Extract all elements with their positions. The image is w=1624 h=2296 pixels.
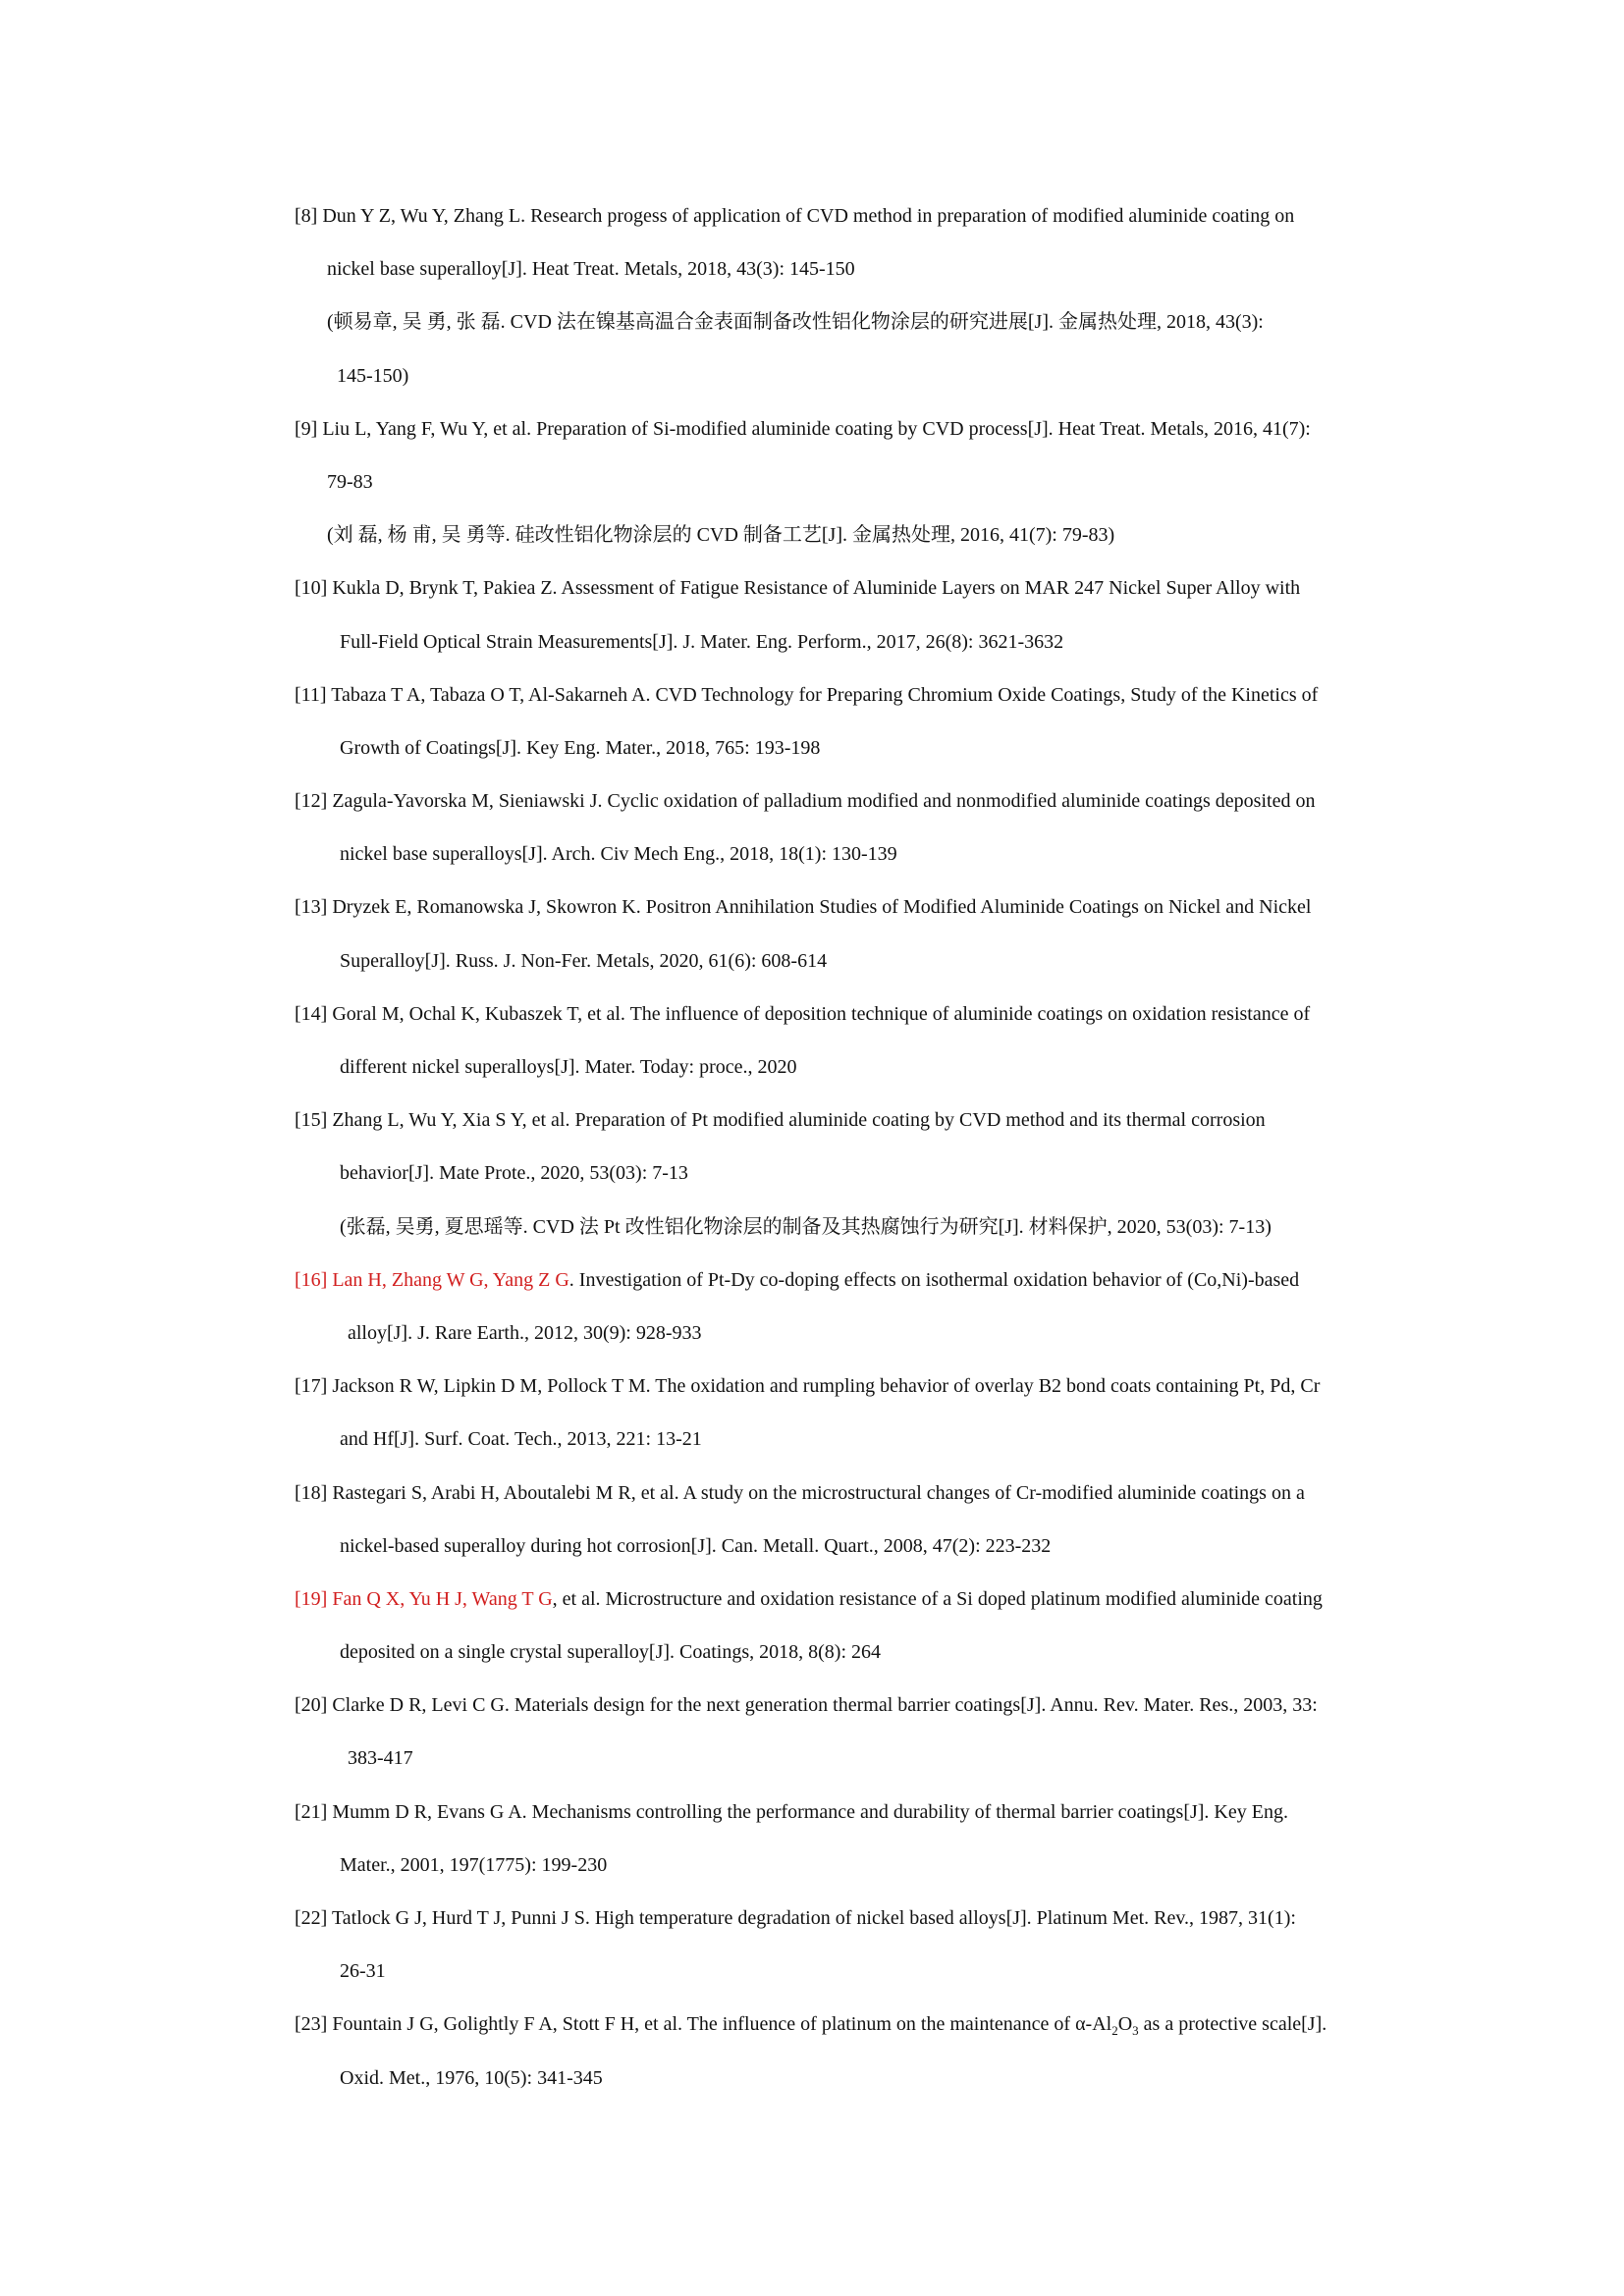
reference-17-line1: [17] Jackson R W, Lipkin D M, Pollock T M. The oxidation and rumpling behavior of overlay B2 bond coats containing Pt, Pd, Cr	[295, 1375, 1321, 1398]
reference-15-chinese-line1: (张磊, 吴勇, 夏思瑶等. CVD 法 Pt 改性铝化物涂层的制备及其热腐蚀行为研究[J]. 材料保护, 2020, 53(03): 7-13)	[340, 1215, 1272, 1238]
reference-15-line2: behavior[J]. Mate Prote., 2020, 53(03): 7-13	[340, 1162, 688, 1185]
reference-12-line2: nickel base superalloys[J]. Arch. Civ Mech Eng., 2018, 18(1): 130-139	[340, 843, 897, 866]
reference-19-authors: [19] Fan Q X, Yu H J, Wang T G	[295, 1587, 553, 1610]
reference-23-line2: Oxid. Met., 1976, 10(5): 341-345	[340, 2066, 603, 2089]
reference-23-title-oxygen: O	[1117, 2013, 1133, 2036]
reference-8-line1: [8] Dun Y Z, Wu Y, Zhang L. Research progess of application of CVD method in preparation of modified aluminide coating on	[295, 205, 1295, 227]
reference-16-authors: [16] Lan H, Zhang W G, Yang Z G	[295, 1268, 569, 1291]
reference-12-line1: [12] Zagula-Yavorska M, Sieniawski J. Cyclic oxidation of palladium modified and nonmodified aluminide coatings deposited on	[295, 790, 1316, 813]
reference-13-line1: [13] Dryzek E, Romanowska J, Skowron K. Positron Annihilation Studies of Modified Aluminide Coatings on Nickel and Nickel	[295, 896, 1312, 919]
reference-8-chinese-line2: 145-150)	[337, 364, 409, 387]
reference-9-chinese-line1: (刘 磊, 杨 甫, 吴 勇等. 硅改性铝化物涂层的 CVD 制备工艺[J]. 金属热处理, 2016, 41(7): 79-83)	[327, 524, 1115, 547]
reference-17-line2: and Hf[J]. Surf. Coat. Tech., 2013, 221: 13-21	[340, 1428, 702, 1451]
reference-22-line1: [22] Tatlock G J, Hurd T J, Punni J S. High temperature degradation of nickel based alloys[J]. Platinum Met. Rev., 1987, 31(1):	[295, 1907, 1296, 1929]
reference-9-line2: 79-83	[327, 470, 373, 493]
reference-20-line2: 383-417	[348, 1747, 413, 1770]
reference-19-line2: deposited on a single crystal superalloy[J]. Coatings, 2018, 8(8): 264	[340, 1641, 882, 1664]
reference-23-line1	[295, 2012, 1375, 2065]
reference-11-line1: [11] Tabaza T A, Tabaza O T, Al-Sakarneh A. CVD Technology for Preparing Chromium Oxide Coatings, Study of the Kinetics of	[295, 683, 1319, 706]
reference-23-subscript-2: 2	[1111, 2023, 1118, 2039]
reference-21-line1: [21] Mumm D R, Evans G A. Mechanisms controlling the performance and durability of thermal barrier coatings[J]. Key Eng.	[295, 1800, 1288, 1823]
reference-23-subscript-3: 3	[1132, 2023, 1139, 2039]
reference-19-title: , et al. Microstructure and oxidation resistance of a Si doped platinum modified aluminide coating	[552, 1587, 1323, 1610]
reference-16-line2: alloy[J]. J. Rare Earth., 2012, 30(9): 928-933	[348, 1321, 702, 1344]
reference-23-title-part1: [23] Fountain J G, Golightly F A, Stott F H, et al. The influence of platinum on the maintenance of α-Al	[295, 2013, 1112, 2036]
reference-10-line2: Full-Field Optical Strain Measurements[J]. J. Mater. Eng. Perform., 2017, 26(8): 3621-3632	[340, 630, 1064, 653]
reference-14-line2: different nickel superalloys[J]. Mater. Today: proce., 2020	[340, 1056, 797, 1078]
reference-21-line2: Mater., 2001, 197(1775): 199-230	[340, 1853, 608, 1876]
reference-19-line1	[295, 1587, 1375, 1640]
reference-10-line1: [10] Kukla D, Brynk T, Pakiea Z. Assessment of Fatigue Resistance of Aluminide Layers on MAR 247 Nickel Super Alloy with	[295, 577, 1301, 600]
reference-13-line2: Superalloy[J]. Russ. J. Non-Fer. Metals, 2020, 61(6): 608-614	[340, 949, 828, 972]
reference-15-line1: [15] Zhang L, Wu Y, Xia S Y, et al. Preparation of Pt modified aluminide coating by CVD method and its thermal corrosion	[295, 1109, 1266, 1132]
reference-11-line2: Growth of Coatings[J]. Key Eng. Mater., 2018, 765: 193-198	[340, 736, 821, 759]
reference-18-line1: [18] Rastegari S, Arabi H, Aboutalebi M R, et al. A study on the microstructural changes of Cr-modified aluminide coatings on a	[295, 1481, 1305, 1504]
reference-20-line1: [20] Clarke D R, Levi C G. Materials design for the next generation thermal barrier coatings[J]. Annu. Rev. Mater. Res., 2003, 33:	[295, 1694, 1318, 1717]
reference-16-title: . Investigation of Pt-Dy co-doping effects on isothermal oxidation behavior of (Co,Ni)-based	[568, 1268, 1300, 1291]
reference-16-line1	[295, 1268, 1375, 1321]
reference-8-line2: nickel base superalloy[J]. Heat Treat. Metals, 2018, 43(3): 145-150	[327, 258, 855, 281]
reference-22-line2: 26-31	[340, 1960, 386, 1983]
reference-9-line1: [9] Liu L, Yang F, Wu Y, et al. Preparation of Si-modified aluminide coating by CVD process[J]. Heat Treat. Metals, 2016, 41(7):	[295, 417, 1311, 440]
reference-18-line2: nickel-based superalloy during hot corrosion[J]. Can. Metall. Quart., 2008, 47(2): 223-232	[340, 1534, 1052, 1557]
reference-23-title-part2: as a protective scale[J].	[1138, 2013, 1327, 2036]
reference-list	[295, 204, 1375, 2119]
reference-8-chinese-line1: (顿易章, 吴 勇, 张 磊. CVD 法在镍基高温合金表面制备改性铝化物涂层的研究进展[J]. 金属热处理, 2018, 43(3):	[327, 311, 1264, 334]
reference-14-line1: [14] Goral M, Ochal K, Kubaszek T, et al. The influence of deposition technique of aluminide coatings on oxidation resistance of	[295, 1002, 1311, 1025]
